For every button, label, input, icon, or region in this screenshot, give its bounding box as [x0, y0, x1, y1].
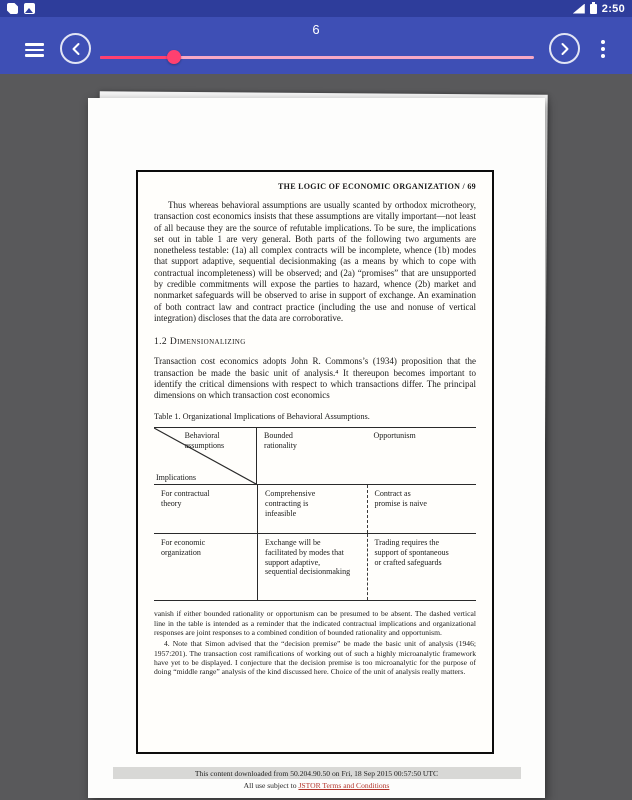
section-heading: 1.2 Dimensionalizing [154, 337, 246, 348]
column-header-opportunism: Opportunism [373, 431, 416, 441]
table-header-row [154, 428, 476, 485]
table-row [154, 485, 476, 534]
table-1 [154, 427, 476, 601]
cell-bounded: Exchange will be facilitated by modes that support adaptive, sequential decisionmaking [257, 534, 366, 600]
page-slider[interactable] [100, 50, 534, 64]
jstor-download-line: This content downloaded from 50.204.90.50 on Fri, 18 Sep 2015 00:57:50 UTC [113, 767, 521, 779]
jstor-terms-line [88, 781, 545, 790]
page-number-label: 6 [312, 22, 320, 37]
toolbar [0, 17, 632, 74]
jstor-terms-prefix: All use subject to [243, 781, 299, 790]
scanned-page [136, 170, 494, 754]
chevron-right-icon [560, 42, 570, 56]
notification-icon-2 [24, 3, 35, 14]
corner-label-top: Behavioral assumptions [184, 431, 225, 451]
table-caption: Table 1. Organizational Implications of Behavioral Assumptions. [154, 412, 370, 422]
table-corner-cell [154, 428, 257, 484]
cell-bounded: Comprehensive contracting is infeasible [257, 485, 366, 533]
status-bar [0, 0, 632, 17]
status-notifications [7, 3, 35, 14]
table-row [154, 534, 476, 601]
row-label: For economic organization [161, 538, 206, 558]
battery-icon [590, 4, 597, 14]
document-viewer[interactable] [0, 74, 632, 800]
menu-icon[interactable] [25, 43, 44, 60]
column-header-bounded-rationality: Bounded rationality [264, 431, 297, 451]
cell-opportunism: Contract as promise is naive [367, 485, 476, 533]
row-label: For contractual theory [161, 489, 210, 509]
overflow-menu-icon[interactable] [601, 40, 605, 61]
previous-page-button[interactable] [60, 33, 91, 64]
slider-fill [100, 56, 174, 59]
paragraph-1: Thus whereas behavioral assumptions are usually scanted by orthodox microtheory, transaction cost economics insists that these assumptions are vitally important—not least of all because they are the source of refutable implications. To be sure, the implications set out in table 1 are very general. Both parts of the following two arguments are nonetheless testable: (1a) all complex contracts will be incomplete, whence (1b) modes that support adaptive, sequential decisionmaking (as a means by which to cope with contractual incompleteness) will be observed; and (2a) “promises” that are unsupported by credible commitments will expose the parties to hazard, whence (2b) market and nonmarket safeguards will be observed to arise in support of exchange. An examination of both contract law and contract practice (including the use and nonuse of vertical integration) discloses that the data are corroborative. [154, 200, 476, 323]
cell-opportunism: Trading requires the support of spontaneous or crafted safeguards [367, 534, 476, 600]
notification-icon-1 [7, 3, 18, 14]
pdf-page [88, 98, 545, 798]
corner-label-bottom: Implications [156, 473, 196, 483]
footnote-continuation: vanish if either bounded rationality or opportunism can be presumed to be absent. The dashed vertical line in the table is intended as a reminder that the indicated contractual implications and organizational responses are joint responses to a combined condition of bounded rationality and opportunism. [154, 609, 476, 638]
next-page-button[interactable] [549, 33, 580, 64]
slider-thumb[interactable] [167, 50, 181, 64]
paragraph-2: Transaction cost economics adopts John R. Commons’s (1934) proposition that the transaction be made the basic unit of analysis.⁴ It thereupon becomes important to identify the critical dimensions with respect to which transactions differ. The principal dimensions on which transaction cost economics [154, 356, 476, 401]
footnote-4: 4. Note that Simon advised that the “decision premise” be made the basic unit of analysis (1946; 1957:201). The transaction cost ramifications of working out of such a highly microanalytic framework have yet to be displayed. I conjecture that the decision premise is too microanalytic for the purpose of doing “middle range” analysis of the kind discussed here. Choice of the unit of analysis really matters. [154, 639, 476, 677]
jstor-footer [88, 767, 545, 790]
signal-icon [573, 4, 585, 14]
status-time: 2:50 [601, 2, 625, 15]
status-system-icons [573, 3, 625, 15]
jstor-terms-link[interactable]: JSTOR Terms and Conditions [298, 781, 390, 790]
chevron-left-icon [71, 42, 81, 56]
running-head: THE LOGIC OF ECONOMIC ORGANIZATION / 69 [278, 182, 476, 191]
